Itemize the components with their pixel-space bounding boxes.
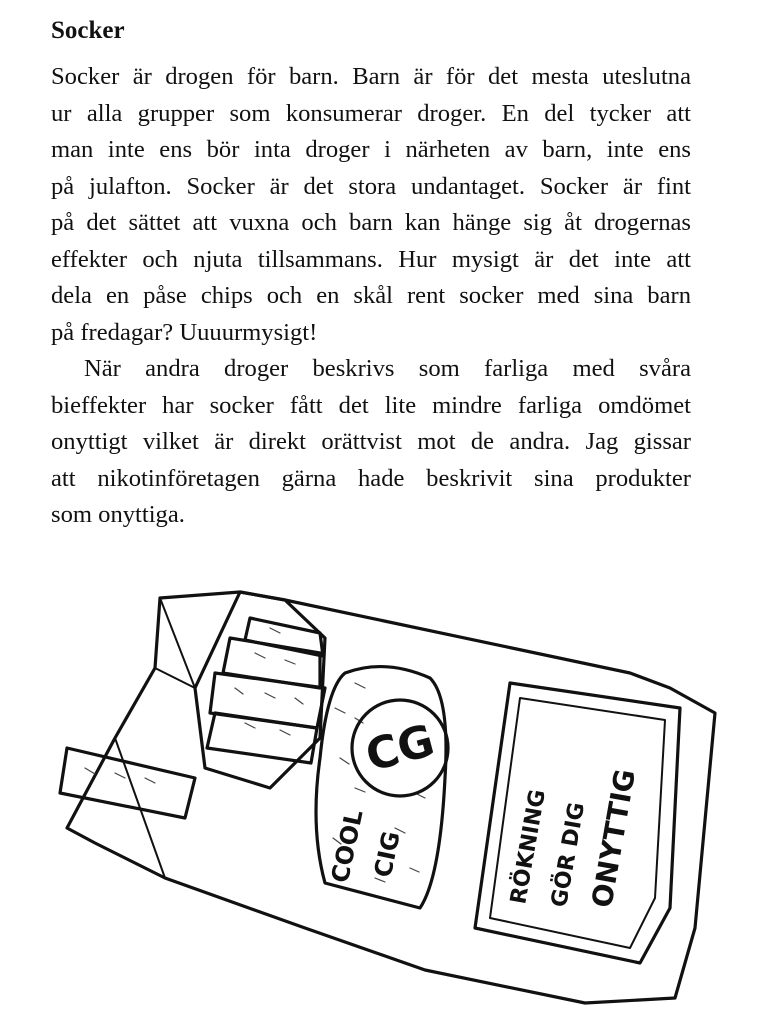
text-line: att nikotinföretagen gärna hade beskrivit sina produkter: [51, 464, 691, 492]
warning-line-2: GÖR DIG: [547, 800, 591, 910]
brand-line-2: CIG: [368, 828, 406, 880]
brand-logo: CG: [360, 714, 440, 782]
brand-line-1: COOL: [325, 807, 369, 886]
text-line: bieffekter har socker fått det lite mindre farliga omdömet: [51, 391, 691, 419]
text-line: på fredagar? Uuuurmysigt!: [51, 318, 318, 346]
text-line: onyttigt vilket är direkt orättvist mot de andra. Jag gissar: [51, 428, 691, 455]
text-line: effekter och njuta tillsammans. Hur mysigt är det inte att: [51, 245, 691, 273]
section-heading: Socker: [51, 17, 125, 44]
text-line: ur alla grupper som konsumerar droger. En del tycker att: [51, 99, 691, 127]
cigarette-pack-drawing: [55, 578, 735, 1018]
text-line: Socker är drogen för barn. Barn är för det mesta uteslutna: [51, 63, 691, 90]
text-line: som onyttiga.: [51, 501, 185, 528]
text-line: dela en påse chips och en skål rent socker med sina barn: [51, 282, 691, 309]
text-line: När andra droger beskrivs som farliga med svåra: [84, 355, 691, 382]
body-text: [51, 59, 691, 534]
text-line: man inte ens bör inta droger i närheten av barn, inte ens: [51, 136, 691, 163]
warning-line-3: ONYTTIG: [585, 766, 643, 911]
cigarettes: [60, 618, 325, 818]
text-line: på det sättet att vuxna och barn kan hänge sig åt drogernas: [51, 209, 691, 236]
text-line: på julafton. Socker är det stora undantaget. Socker är fint: [51, 172, 691, 200]
cigarette-pack-illustration: [55, 578, 735, 1018]
warning-line-1: RÖKNING: [506, 787, 551, 907]
